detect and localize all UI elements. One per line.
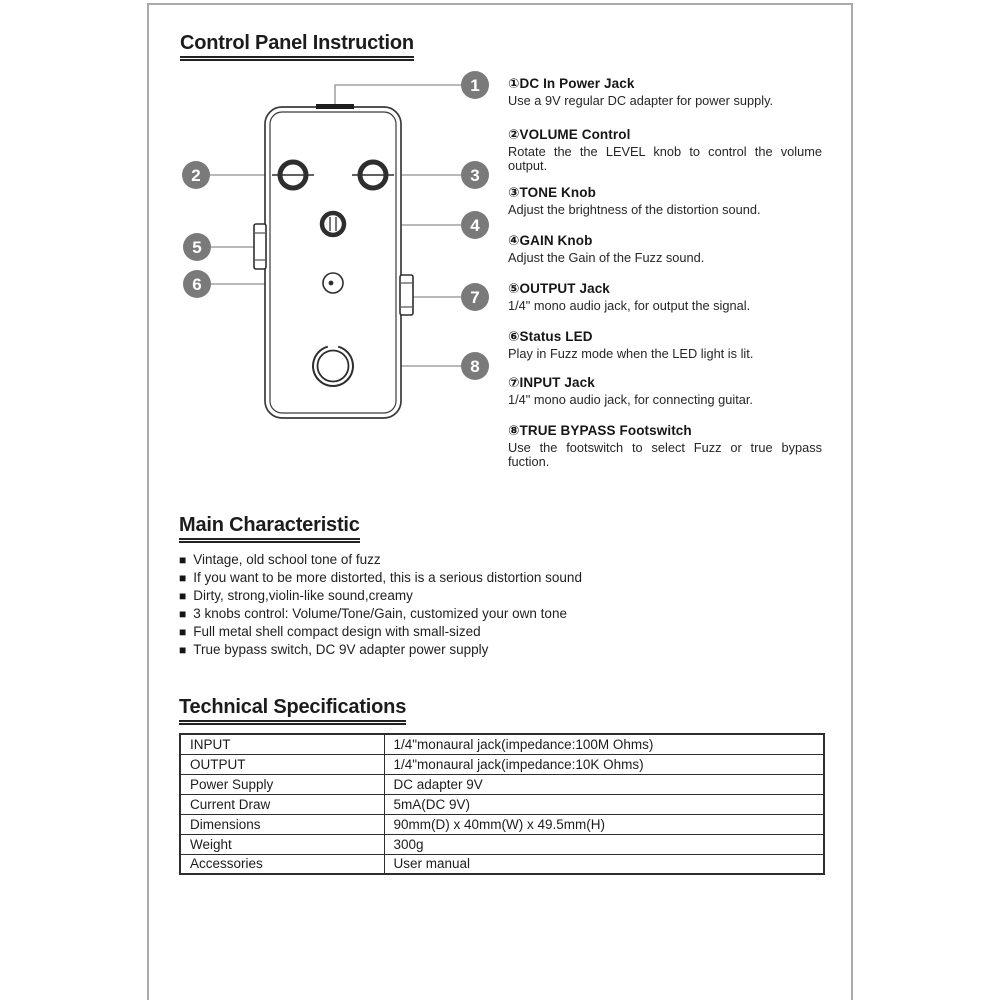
callout-badge-1 bbox=[461, 71, 489, 99]
control-desc-led bbox=[508, 329, 822, 361]
callout-line-1 bbox=[335, 85, 462, 107]
control-heading: ①DC In Power Jack bbox=[508, 76, 635, 91]
control-desc-dc-in bbox=[508, 76, 822, 108]
callout-badge-4 bbox=[461, 211, 489, 239]
list-item bbox=[179, 623, 582, 641]
control-body: Adjust the brightness of the distortion sound. bbox=[508, 202, 761, 217]
callout-number-4: 4 bbox=[470, 216, 480, 235]
callout-number-2: 2 bbox=[191, 166, 201, 185]
specs-table bbox=[179, 733, 825, 875]
control-body: 1/4" mono audio jack, for output the signal. bbox=[508, 298, 751, 313]
control-body: Adjust the Gain of the Fuzz sound. bbox=[508, 250, 705, 265]
characteristic-text: Dirty, strong,violin-like sound,creamy bbox=[193, 588, 413, 603]
spec-label: INPUT bbox=[180, 734, 384, 754]
spec-label: OUTPUT bbox=[180, 754, 384, 774]
table-row bbox=[180, 754, 824, 774]
characteristic-list bbox=[179, 551, 582, 659]
spec-label: Dimensions bbox=[180, 814, 384, 834]
status-led bbox=[323, 273, 343, 293]
callout-number-5: 5 bbox=[192, 238, 202, 257]
control-body: Use a 9V regular DC adapter for power supply. bbox=[508, 93, 774, 108]
table-row bbox=[180, 814, 824, 834]
characteristic-text: Full metal shell compact design with small-sized bbox=[193, 624, 481, 639]
list-item bbox=[179, 605, 582, 623]
control-heading: ④GAIN Knob bbox=[508, 233, 593, 248]
spec-label: Power Supply bbox=[180, 774, 384, 794]
control-desc-volume bbox=[508, 127, 822, 173]
table-row bbox=[180, 834, 824, 854]
callout-number-1: 1 bbox=[470, 76, 480, 95]
control-heading: ②VOLUME Control bbox=[508, 127, 631, 142]
characteristic-text: True bypass switch, DC 9V adapter power supply bbox=[193, 642, 489, 657]
callout-badge-5 bbox=[183, 233, 211, 261]
list-item bbox=[179, 551, 582, 569]
callout-number-6: 6 bbox=[192, 275, 202, 294]
spec-value: 90mm(D) x 40mm(W) x 49.5mm(H) bbox=[384, 814, 824, 834]
bullet-square-icon: ■ bbox=[179, 625, 187, 639]
control-heading: ③TONE Knob bbox=[508, 185, 596, 200]
bullet-square-icon: ■ bbox=[179, 571, 187, 585]
callout-badge-2 bbox=[182, 161, 210, 189]
spec-value: User manual bbox=[384, 854, 824, 874]
spec-value: 300g bbox=[384, 834, 824, 854]
callout-number-8: 8 bbox=[470, 357, 480, 376]
control-desc-input bbox=[508, 375, 822, 407]
bullet-square-icon: ■ bbox=[179, 553, 187, 567]
spec-label: Weight bbox=[180, 834, 384, 854]
table-row bbox=[180, 854, 824, 874]
pedal-diagram bbox=[150, 60, 500, 480]
table-row bbox=[180, 794, 824, 814]
bullet-square-icon: ■ bbox=[179, 589, 187, 603]
table-row bbox=[180, 734, 824, 754]
input-jack bbox=[400, 275, 413, 315]
callout-number-3: 3 bbox=[470, 166, 480, 185]
characteristic-text: Vintage, old school tone of fuzz bbox=[193, 552, 381, 567]
control-desc-tone bbox=[508, 185, 822, 217]
callout-badge-3 bbox=[461, 161, 489, 189]
spec-value: 5mA(DC 9V) bbox=[384, 794, 824, 814]
control-desc-footswitch bbox=[508, 423, 822, 469]
callout-badge-8 bbox=[461, 352, 489, 380]
gain-knob bbox=[322, 213, 344, 235]
list-item bbox=[179, 587, 582, 605]
control-body: Rotate the the LEVEL knob to control the volume output. bbox=[508, 144, 822, 173]
output-jack bbox=[254, 224, 266, 269]
characteristic-text: 3 knobs control: Volume/Tone/Gain, customized your own tone bbox=[193, 606, 567, 621]
bullet-square-icon: ■ bbox=[179, 643, 187, 657]
list-item bbox=[179, 569, 582, 587]
control-body: 1/4" mono audio jack, for connecting guitar. bbox=[508, 392, 753, 407]
dc-in-jack bbox=[316, 104, 354, 109]
control-body: Play in Fuzz mode when the LED light is lit. bbox=[508, 346, 754, 361]
spec-value: 1/4"monaural jack(impedance:10K Ohms) bbox=[384, 754, 824, 774]
spec-label: Current Draw bbox=[180, 794, 384, 814]
control-desc-output bbox=[508, 281, 822, 313]
spec-value: DC adapter 9V bbox=[384, 774, 824, 794]
control-desc-gain bbox=[508, 233, 822, 265]
callout-badge-6 bbox=[183, 270, 211, 298]
table-row bbox=[180, 774, 824, 794]
footswitch bbox=[313, 347, 353, 386]
control-body: Use the footswitch to select Fuzz or true bypass fuction. bbox=[508, 440, 822, 469]
section-title-technical-specifications: Technical Specifications bbox=[179, 696, 406, 725]
section-title-control-panel: Control Panel Instruction bbox=[180, 32, 414, 61]
section-title-main-characteristic: Main Characteristic bbox=[179, 514, 360, 543]
bullet-square-icon: ■ bbox=[179, 607, 187, 621]
spec-label: Accessories bbox=[180, 854, 384, 874]
control-heading: ⑥Status LED bbox=[508, 329, 593, 344]
characteristic-text: If you want to be more distorted, this is a serious distortion sound bbox=[193, 570, 582, 585]
control-heading: ⑧TRUE BYPASS Footswitch bbox=[508, 423, 692, 438]
list-item bbox=[179, 641, 582, 659]
callout-badge-7 bbox=[461, 283, 489, 311]
control-heading: ⑤OUTPUT Jack bbox=[508, 281, 610, 296]
callout-number-7: 7 bbox=[470, 288, 480, 307]
control-heading: ⑦INPUT Jack bbox=[508, 375, 595, 390]
spec-value: 1/4"monaural jack(impedance:100M Ohms) bbox=[384, 734, 824, 754]
